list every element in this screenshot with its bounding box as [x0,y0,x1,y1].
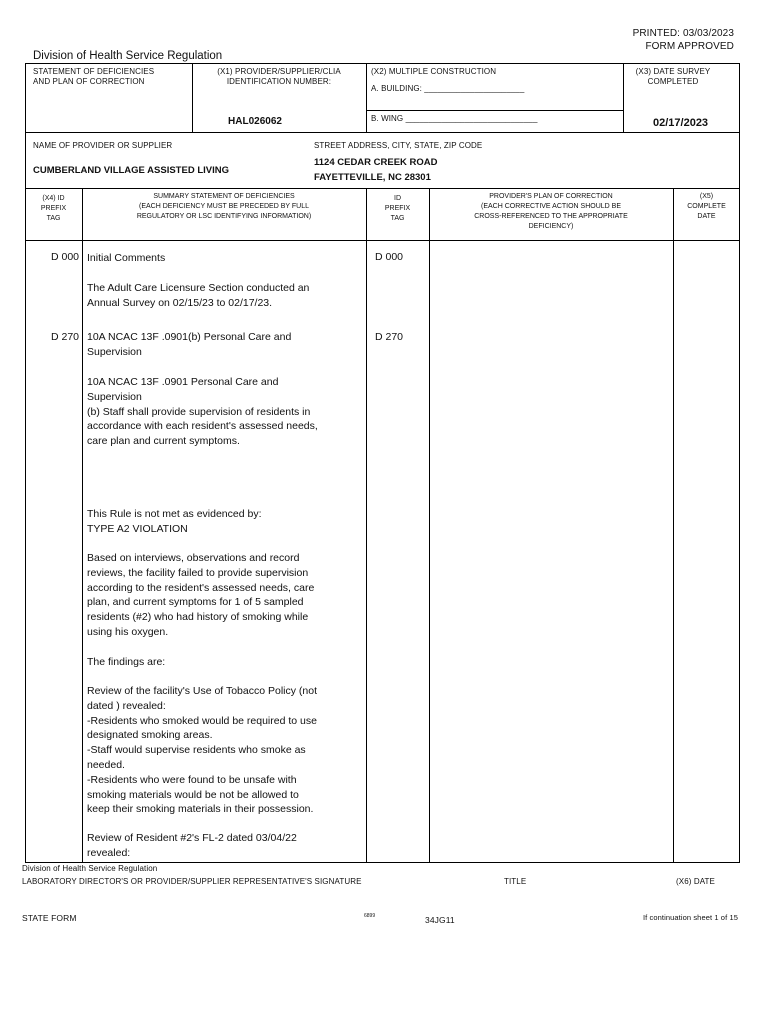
entry-findings-summary: Based on interviews, observations and record reviews, the facility failed to provide supervision according to the resident's assessed needs, care plan, and current symptoms for 1 of 5 sampled residents (#2) who had history of smoking while using his oxygen. [87,552,315,638]
title-label: TITLE [504,877,527,886]
entry-rule-title: 10A NCAC 13F .0901(b) Personal Care and Supervision [87,331,292,358]
division-title: Division of Health Service Regulation [33,50,223,62]
form-approved: FORM APPROVED [645,41,734,52]
continuation-sheet: If continuation sheet 1 of 15 [642,913,738,922]
col-x5-header: (X5) COMPLETE DATE [687,193,726,220]
tag-d270-right: D 270 [375,331,404,343]
entry-rule-text: 10A NCAC 13F .0901 Personal Care and Supervision (b) Staff shall provide supervision of residents in accordance with each resident's assessed needs, care plan and current symptoms. [87,376,318,448]
entry-policy-review: Review of the facility's Use of Tobacco Policy (not dated ) revealed: -Residents who smoked would be required to use designated smoking areas. -Staff would supervise residents who smoke as needed. -Residents who were found to be unsafe with smoking materials would be not be allowed to keep their smoking materials in their possession. [87,685,317,816]
form-number: 6899 [364,913,376,919]
tag-d000-left: D 000 [51,251,80,263]
x6-date-label: (X6) DATE [676,877,715,886]
printed-date: PRINTED: 03/03/2023 [632,28,734,39]
x2-building: A. BUILDING: ______________________ [371,84,525,93]
x2-wing: B. WING _____________________________ [371,114,538,123]
statement-label: STATEMENT OF DEFICIENCIES AND PLAN OF CORRECTION [33,67,155,86]
footer-division: Division of Health Service Regulation [22,864,158,873]
col-summary-header: SUMMARY STATEMENT OF DEFICIENCIES (EACH DEFICIENCY MUST BE PRECEDED BY FULL REGULATORY OR LSC IDENTIFYING INFORMATION) [136,193,312,220]
provider-id-value: HAL026062 [228,116,282,127]
address-line1: 1124 CEDAR CREEK ROAD [314,157,438,168]
provider-name-label: NAME OF PROVIDER OR SUPPLIER [33,141,173,150]
x3-label: (X3) DATE SURVEY COMPLETED [635,67,711,86]
x2-label: (X2) MULTIPLE CONSTRUCTION [371,67,497,76]
entry-survey-text: The Adult Care Licensure Section conducted an Annual Survey on 02/15/23 to 02/17/23. [87,282,310,309]
col-plan-header: PROVIDER'S PLAN OF CORRECTION (EACH CORRECTIVE ACTION SHOULD BE CROSS-REFERENCED TO THE APPROPRIATE DEFICIENCY) [474,193,628,230]
col-x4-header: (X4) ID PREFIX TAG [40,195,67,222]
col-id-header: ID PREFIX TAG [384,195,411,222]
address-label: STREET ADDRESS, CITY, STATE, ZIP CODE [314,141,483,150]
survey-date-value: 02/17/2023 [653,117,709,129]
entry-initial-comments-title: Initial Comments [87,252,166,264]
entry-findings-label: The findings are: [87,656,166,668]
signature-label: LABORATORY DIRECTOR'S OR PROVIDER/SUPPLIER REPRESENTATIVE'S SIGNATURE [22,877,362,886]
provider-name-value: CUMBERLAND VILLAGE ASSISTED LIVING [33,165,229,176]
tag-d270-left: D 270 [51,331,80,343]
tag-d000-right: D 000 [375,251,404,263]
form-code: 34JG11 [425,915,455,925]
entry-fl2-review: Review of Resident #2's FL-2 dated 03/04/22 revealed: [87,832,297,859]
state-form-label: STATE FORM [22,913,77,923]
entry-violation-text: This Rule is not met as evidenced by: TYPE A2 VIOLATION [87,508,262,535]
address-line2: FAYETTEVILLE, NC 28301 [314,172,431,183]
x1-label: (X1) PROVIDER/SUPPLIER/CLIA IDENTIFICATION NUMBER: [217,67,341,86]
